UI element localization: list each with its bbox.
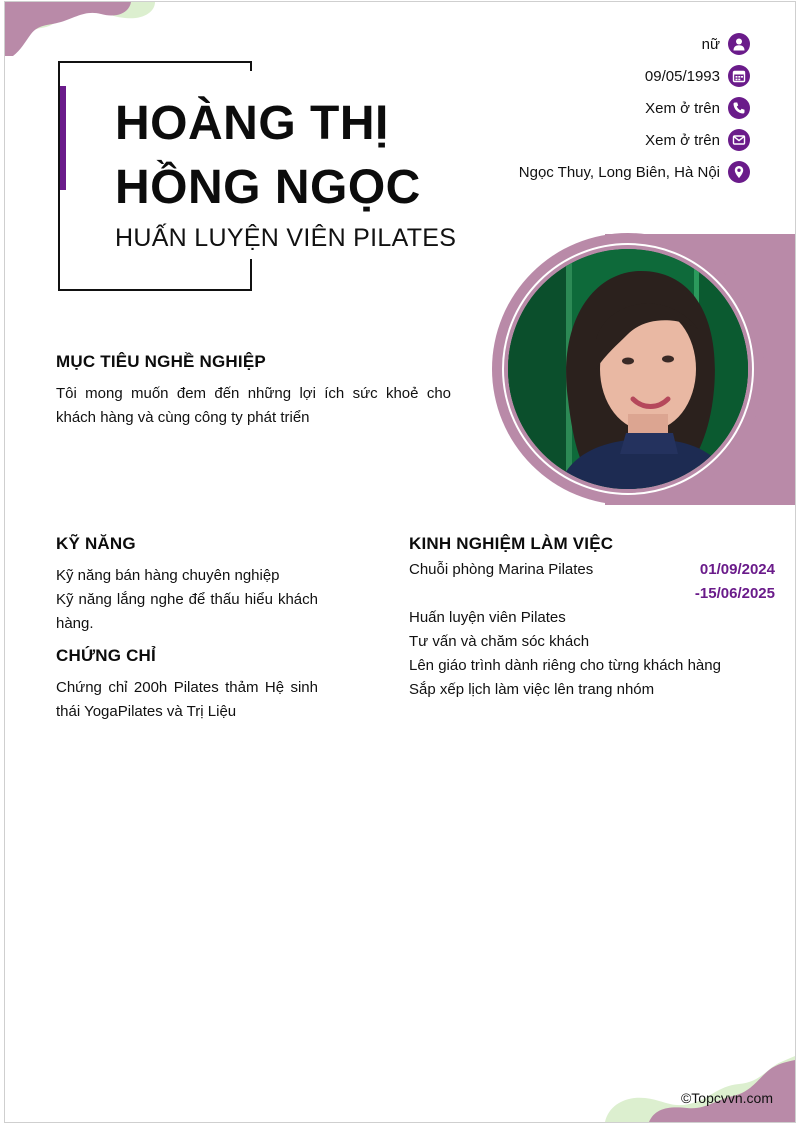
name-accent-bar bbox=[60, 86, 66, 190]
certificates-text: Chứng chỉ 200h Pilates thảm Hệ sinh thái YogaPilates và Trị Liệu bbox=[56, 679, 318, 720]
contact-gender bbox=[702, 33, 750, 55]
contact-email bbox=[645, 129, 750, 151]
mail-icon bbox=[728, 129, 750, 151]
experience-duty-4: Sắp xếp lịch làm việc lên trang nhóm bbox=[409, 681, 655, 698]
top-left-blob-decoration bbox=[5, 2, 165, 62]
skills-title: KỸ NĂNG bbox=[56, 534, 136, 553]
experience-duty-3: Lên giáo trình dành riêng cho từng khách hàng bbox=[409, 657, 721, 674]
calendar-icon bbox=[728, 65, 750, 87]
experience-date-end: -15/06/2025 bbox=[694, 585, 775, 602]
location-icon bbox=[728, 161, 750, 183]
contact-dob bbox=[645, 65, 750, 87]
cv-page bbox=[4, 1, 796, 1123]
skills-item-2: Kỹ năng lắng nghe để thấu hiểu khách hàng. bbox=[56, 591, 318, 632]
contact-address-text: Ngọc Thuy, Long Biên, Hà Nội bbox=[518, 163, 720, 181]
bottom-right-blob-decoration bbox=[605, 1056, 795, 1122]
experience-duty-2: Tư vấn và chăm sóc khách bbox=[409, 633, 590, 650]
name-line-1: HOÀNG THỊ bbox=[115, 97, 389, 150]
job-title: HUẤN LUYỆN VIÊN PILATES bbox=[115, 224, 457, 252]
certificates-title: CHỨNG CHỈ bbox=[56, 646, 156, 665]
name-line-2: HỒNG NGỌC bbox=[115, 161, 421, 214]
contact-dob-text: 09/05/1993 bbox=[644, 67, 720, 85]
objective-title: MỤC TIÊU NGHỀ NGHIỆP bbox=[56, 352, 266, 371]
phone-icon bbox=[728, 97, 750, 119]
footer-copyright[interactable]: ©Topcvvn.com bbox=[680, 1090, 773, 1106]
experience-company: Chuỗi phòng Marina Pilates bbox=[409, 561, 594, 578]
profile-photo bbox=[508, 249, 748, 489]
experience-title: KINH NGHIỆM LÀM VIỆC bbox=[409, 534, 614, 553]
objective-text: Tôi mong muốn đem đến những lợi ích sức khoẻ cho khách hàng và cùng công ty phát triển bbox=[56, 385, 451, 426]
experience-date-start: 01/09/2024 bbox=[699, 561, 775, 578]
contact-phone-text: Xem ở trên bbox=[645, 99, 720, 117]
contact-gender-text: nữ bbox=[701, 35, 720, 53]
skills-item-1: Kỹ năng bán hàng chuyên nghiệp bbox=[56, 567, 280, 584]
contact-phone bbox=[645, 97, 750, 119]
user-icon bbox=[728, 33, 750, 55]
contact-email-text: Xem ở trên bbox=[645, 131, 720, 149]
experience-duty-1: Huấn luyện viên Pilates bbox=[409, 609, 566, 626]
contact-address bbox=[519, 161, 750, 183]
